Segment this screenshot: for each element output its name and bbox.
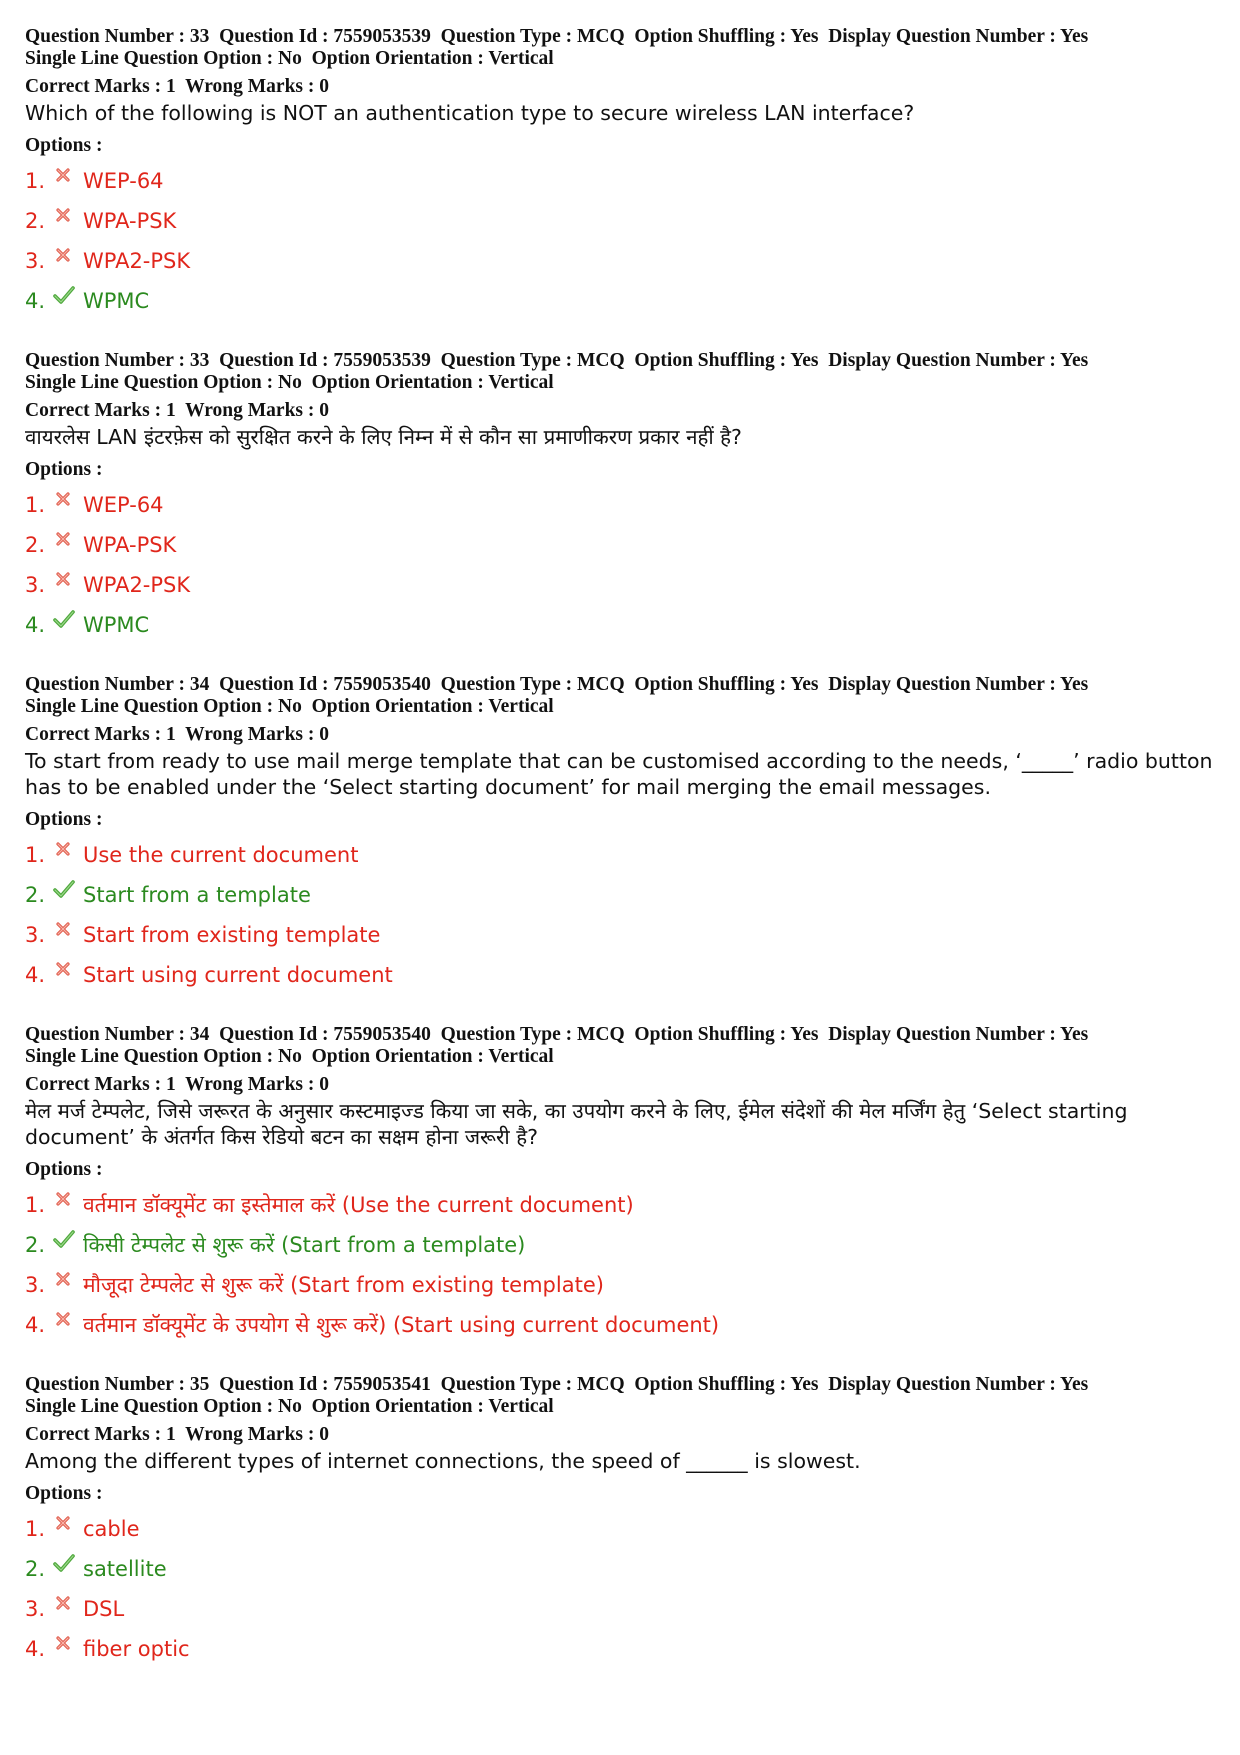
- option-item: [25, 201, 1215, 241]
- option-item: [25, 281, 1215, 321]
- option-text: fiber optic: [83, 1637, 190, 1661]
- option-item: [25, 1509, 1215, 1549]
- check-icon: [53, 609, 75, 631]
- option-item: [25, 1305, 1215, 1345]
- option-item: [25, 485, 1215, 525]
- option-item: [25, 915, 1215, 955]
- options-label: Options :: [25, 809, 103, 830]
- option-number: 1.: [25, 1517, 46, 1541]
- question-options-meta-line: Single Line Question Option : No Option Orientation : Vertical: [25, 1046, 554, 1067]
- option-number: 4.: [25, 613, 46, 637]
- cross-icon: [53, 489, 75, 511]
- option-text: मौजूदा टेम्पलेट से शुरू करें (Start from existing template): [83, 1273, 604, 1297]
- options-list: [25, 835, 1215, 995]
- option-text: किसी टेम्पलेट से शुरू करें (Start from a template): [83, 1233, 526, 1257]
- cross-icon: [53, 165, 75, 187]
- cross-icon: [53, 205, 75, 227]
- cross-icon: [53, 1633, 75, 1655]
- option-number: 4.: [25, 289, 46, 313]
- question-meta-line: Question Number : 33 Question Id : 7559053539 Question Type : MCQ Option Shuffling : Yes Display Question Number : Yes: [25, 26, 1089, 47]
- question-options-meta-line: Single Line Question Option : No Option Orientation : Vertical: [25, 372, 554, 393]
- question-options-meta-line: Single Line Question Option : No Option Orientation : Vertical: [25, 696, 554, 717]
- question-meta-line: Question Number : 33 Question Id : 7559053539 Question Type : MCQ Option Shuffling : Yes Display Question Number : Yes: [25, 350, 1089, 371]
- question-text: Which of the following is NOT an authentication type to secure wireless LAN interface?: [25, 101, 915, 125]
- option-number: 1.: [25, 1193, 46, 1217]
- option-text: WPA2-PSK: [83, 573, 191, 597]
- option-number: 2.: [25, 209, 46, 233]
- option-number: 2.: [25, 1233, 46, 1257]
- question-block: [25, 350, 1215, 645]
- cross-icon: [53, 1269, 75, 1291]
- question-meta-line: Question Number : 34 Question Id : 7559053540 Question Type : MCQ Option Shuffling : Yes Display Question Number : Yes: [25, 674, 1089, 695]
- option-text: वर्तमान डॉक्यूमेंट का इस्तेमाल करें (Use the current document): [83, 1193, 634, 1217]
- question-text: Among the different types of internet connections, the speed of ______ is slowest.: [25, 1449, 861, 1473]
- cross-icon: [53, 245, 75, 267]
- cross-icon: [53, 919, 75, 941]
- option-number: 1.: [25, 169, 46, 193]
- cross-icon: [53, 959, 75, 981]
- question-text: To start from ready to use mail merge template that can be customised according to the needs, ‘_____’ radio button has to be enabled under the ‘Select starting document’ for mail merging the email messages.: [25, 749, 1213, 799]
- check-icon: [53, 879, 75, 901]
- option-number: 1.: [25, 843, 46, 867]
- option-text: DSL: [83, 1597, 125, 1621]
- option-text: WPMC: [83, 289, 150, 313]
- cross-icon: [53, 1309, 75, 1331]
- question-meta-line: Question Number : 34 Question Id : 7559053540 Question Type : MCQ Option Shuffling : Yes Display Question Number : Yes: [25, 1024, 1089, 1045]
- option-number: 4.: [25, 1313, 46, 1337]
- option-text: WEP-64: [83, 493, 164, 517]
- option-number: 1.: [25, 493, 46, 517]
- marks-line: Correct Marks : 1 Wrong Marks : 0: [25, 400, 330, 421]
- marks-line: Correct Marks : 1 Wrong Marks : 0: [25, 724, 330, 745]
- cross-icon: [53, 839, 75, 861]
- option-number: 3.: [25, 1597, 46, 1621]
- options-list: [25, 161, 1215, 321]
- options-label: Options :: [25, 1159, 103, 1180]
- option-item: [25, 1629, 1215, 1669]
- option-number: 2.: [25, 1557, 46, 1581]
- option-text: WPA-PSK: [83, 533, 177, 557]
- option-number: 3.: [25, 923, 46, 947]
- question-options-meta-line: Single Line Question Option : No Option Orientation : Vertical: [25, 1396, 554, 1417]
- option-item: [25, 525, 1215, 565]
- option-number: 3.: [25, 573, 46, 597]
- question-text: मेल मर्ज टेम्पलेट, जिसे जरूरत के अनुसार कस्टमाइज्ड किया जा सके, का उपयोग करने के लिए, ईमेल संदेशों की मेल मर्जिंग हेतु ‘Select starting document’ के अंतर्गत किस रेडियो बटन का सक्षम होना जरूरी है?: [25, 1099, 1128, 1149]
- option-item: [25, 1265, 1215, 1305]
- question-block: [25, 1374, 1215, 1669]
- marks-line: Correct Marks : 1 Wrong Marks : 0: [25, 1074, 330, 1095]
- options-list: [25, 1185, 1215, 1345]
- option-text: WEP-64: [83, 169, 164, 193]
- option-text: Start from a template: [83, 883, 311, 907]
- cross-icon: [53, 1593, 75, 1615]
- marks-line: Correct Marks : 1 Wrong Marks : 0: [25, 1424, 330, 1445]
- option-number: 2.: [25, 533, 46, 557]
- check-icon: [53, 1553, 75, 1575]
- options-label: Options :: [25, 1483, 103, 1504]
- option-number: 3.: [25, 1273, 46, 1297]
- option-item: [25, 1589, 1215, 1629]
- option-number: 4.: [25, 963, 46, 987]
- option-item: [25, 605, 1215, 645]
- cross-icon: [53, 1189, 75, 1211]
- marks-line: Correct Marks : 1 Wrong Marks : 0: [25, 76, 330, 97]
- option-text: WPA2-PSK: [83, 249, 191, 273]
- option-text: cable: [83, 1517, 140, 1541]
- option-text: Start from existing template: [83, 923, 381, 947]
- check-icon: [53, 285, 75, 307]
- option-text: वर्तमान डॉक्यूमेंट के उपयोग से शुरू करें) (Start using current document): [83, 1313, 720, 1337]
- option-item: [25, 1225, 1215, 1265]
- question-block: [25, 1024, 1215, 1345]
- cross-icon: [53, 569, 75, 591]
- question-meta-line: Question Number : 35 Question Id : 7559053541 Question Type : MCQ Option Shuffling : Yes Display Question Number : Yes: [25, 1374, 1089, 1395]
- option-number: 3.: [25, 249, 46, 273]
- option-number: 2.: [25, 883, 46, 907]
- option-item: [25, 161, 1215, 201]
- cross-icon: [53, 1513, 75, 1535]
- question-paper: [25, 26, 1215, 1698]
- option-text: WPA-PSK: [83, 209, 177, 233]
- options-label: Options :: [25, 459, 103, 480]
- option-item: [25, 241, 1215, 281]
- option-item: [25, 1549, 1215, 1589]
- options-list: [25, 485, 1215, 645]
- option-text: satellite: [83, 1557, 167, 1581]
- option-item: [25, 1185, 1215, 1225]
- option-text: Start using current document: [83, 963, 393, 987]
- question-block: [25, 26, 1215, 321]
- question-options-meta-line: Single Line Question Option : No Option Orientation : Vertical: [25, 48, 554, 69]
- option-text: Use the current document: [83, 843, 359, 867]
- option-item: [25, 565, 1215, 605]
- options-list: [25, 1509, 1215, 1669]
- option-item: [25, 835, 1215, 875]
- question-text: वायरलेस LAN इंटरफ़ेस को सुरक्षित करने के लिए निम्न में से कौन सा प्रमाणीकरण प्रकार नहीं है?: [25, 425, 742, 449]
- option-number: 4.: [25, 1637, 46, 1661]
- check-icon: [53, 1229, 75, 1251]
- question-block: [25, 674, 1215, 995]
- cross-icon: [53, 529, 75, 551]
- option-text: WPMC: [83, 613, 150, 637]
- options-label: Options :: [25, 135, 103, 156]
- option-item: [25, 955, 1215, 995]
- option-item: [25, 875, 1215, 915]
